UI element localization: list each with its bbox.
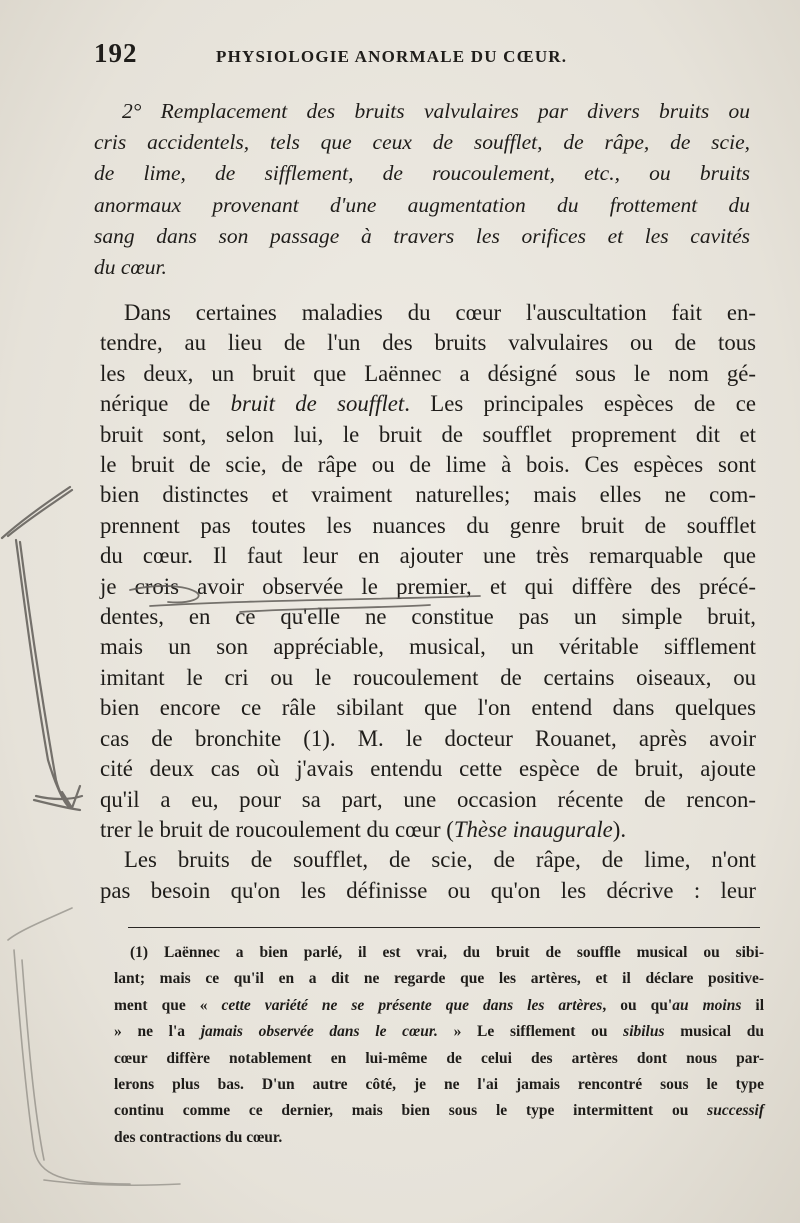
section-summary — [94, 96, 750, 283]
body-line: prennent pas toutes les nuances du genre bruit de soufflet — [100, 512, 756, 538]
footnote-quote: cette variété ne se présente que dans les artères — [221, 996, 603, 1014]
footnote-line — [114, 993, 764, 1019]
footnote-term: sibilus — [623, 1023, 665, 1041]
body-line: les deux, un bruit que Laënnec a désigné sous le nom gé- — [100, 360, 756, 386]
summary-line: sang dans son passage à travers les orifices et les cavités — [94, 223, 750, 248]
page-number: 192 — [94, 38, 138, 68]
body-line: tendre, au lieu de l'un des bruits valvulaires ou de tous — [100, 330, 756, 356]
footnote-line — [114, 1019, 764, 1045]
footnote-quote: au moins — [672, 996, 742, 1014]
footnote-line: lant; mais ce qu'il en a dit ne regarde que les artères, et il déclare positive- — [114, 970, 764, 988]
footnote-run: continu comme ce dernier, mais bien sous le type intermittent ou — [114, 1102, 708, 1120]
footnote-line: des contractions du cœur. — [114, 1128, 283, 1146]
body-line: cas de bronchite (1). M. le docteur Rouanet, après avoir — [100, 725, 756, 751]
body-line: Les bruits de soufflet, de scie, de râpe, de lime, n'ont — [124, 847, 756, 873]
footnote-run: , ou qu' — [602, 996, 673, 1014]
body-line: Dans certaines maladies du cœur l'auscultation fait en- — [124, 300, 756, 325]
footnote-quote: jamais observée dans le cœur. — [200, 1023, 438, 1041]
body-line: pas besoin qu'on les définisse ou qu'on les décrive : leur — [100, 877, 756, 903]
summary-line: anormaux provenant d'une augmentation du frottement du — [94, 192, 750, 217]
footnote-line — [114, 1098, 764, 1124]
body-line: dentes, en ce qu'elle ne constitue pas un simple bruit, — [100, 604, 756, 630]
body-line — [100, 389, 756, 419]
running-title: PHYSIOLOGIE ANORMALE DU CŒUR. — [216, 47, 568, 66]
body-line: bruit sont, selon lui, le bruit de soufflet proprement dit et — [100, 421, 756, 447]
body-line: du cœur. Il faut leur en ajouter une très remarquable que — [100, 543, 756, 569]
pencil-margin-arrow — [2, 487, 82, 810]
footnote-rule — [128, 927, 760, 928]
summary-line: de lime, de sifflement, de roucoulement, etc., ou bruits — [94, 161, 750, 186]
footnote — [114, 940, 764, 1151]
body-line: bien distinctes et vraiment naturelles; mais elles ne com- — [100, 482, 756, 508]
summary-line: du cœur. — [94, 255, 167, 280]
footnote-run: » Le sifflement ou — [437, 1023, 624, 1041]
body-line — [100, 815, 756, 845]
body-text-run: trer le bruit de roucoulement du cœur ( — [100, 816, 454, 842]
footnote-line: cœur diffère notablement en lui-même de celui des artères dont nous par- — [114, 1049, 764, 1067]
footnote-term: successif — [707, 1102, 764, 1120]
footnote-run: » ne l'a — [114, 1023, 201, 1041]
body-line: imitant le cri ou le roucoulement de certains oiseaux, ou — [100, 664, 756, 690]
body-line: mais un son appréciable, musical, un véritable sifflement — [100, 634, 756, 660]
italic-citation: Thèse inaugurale — [453, 816, 613, 842]
footnote-run: ment que « — [114, 996, 222, 1014]
body-line: cité deux cas où j'avais entendu cette espèce de bruit, ajoute — [100, 756, 756, 782]
main-text — [100, 298, 756, 906]
footnote-line: lerons plus bas. D'un autre côté, je ne l'ai jamais rencontré sous le type — [114, 1076, 764, 1094]
footnote-line: (1) Laënnec a bien parlé, il est vrai, du bruit de souffle musical ou sibi- — [130, 944, 764, 961]
body-text-run: ). — [612, 816, 627, 842]
footnote-run: il — [741, 996, 764, 1014]
body-line: je crois avoir observée le premier, et qui diffère des précé- — [100, 573, 756, 599]
page-header — [94, 38, 754, 72]
body-line: qu'il a eu, pour sa part, une occasion récente de rencon- — [100, 786, 756, 812]
body-text-run: . Les principales espèces de ce — [404, 391, 756, 417]
italic-term: bruit de soufflet — [230, 391, 405, 417]
body-line: bien encore ce râle sibilant que l'on entend dans quelques — [100, 695, 756, 721]
body-text-run: nérique de — [100, 391, 231, 417]
summary-line: 2° Remplacement des bruits valvulaires par divers bruits ou — [122, 99, 750, 123]
body-line: le bruit de scie, de râpe ou de lime à bois. Ces espèces sont — [100, 452, 756, 478]
footnote-run: musical du — [664, 1023, 764, 1041]
summary-line: cris accidentels, tels que ceux de soufflet, de râpe, de scie, — [94, 130, 750, 155]
